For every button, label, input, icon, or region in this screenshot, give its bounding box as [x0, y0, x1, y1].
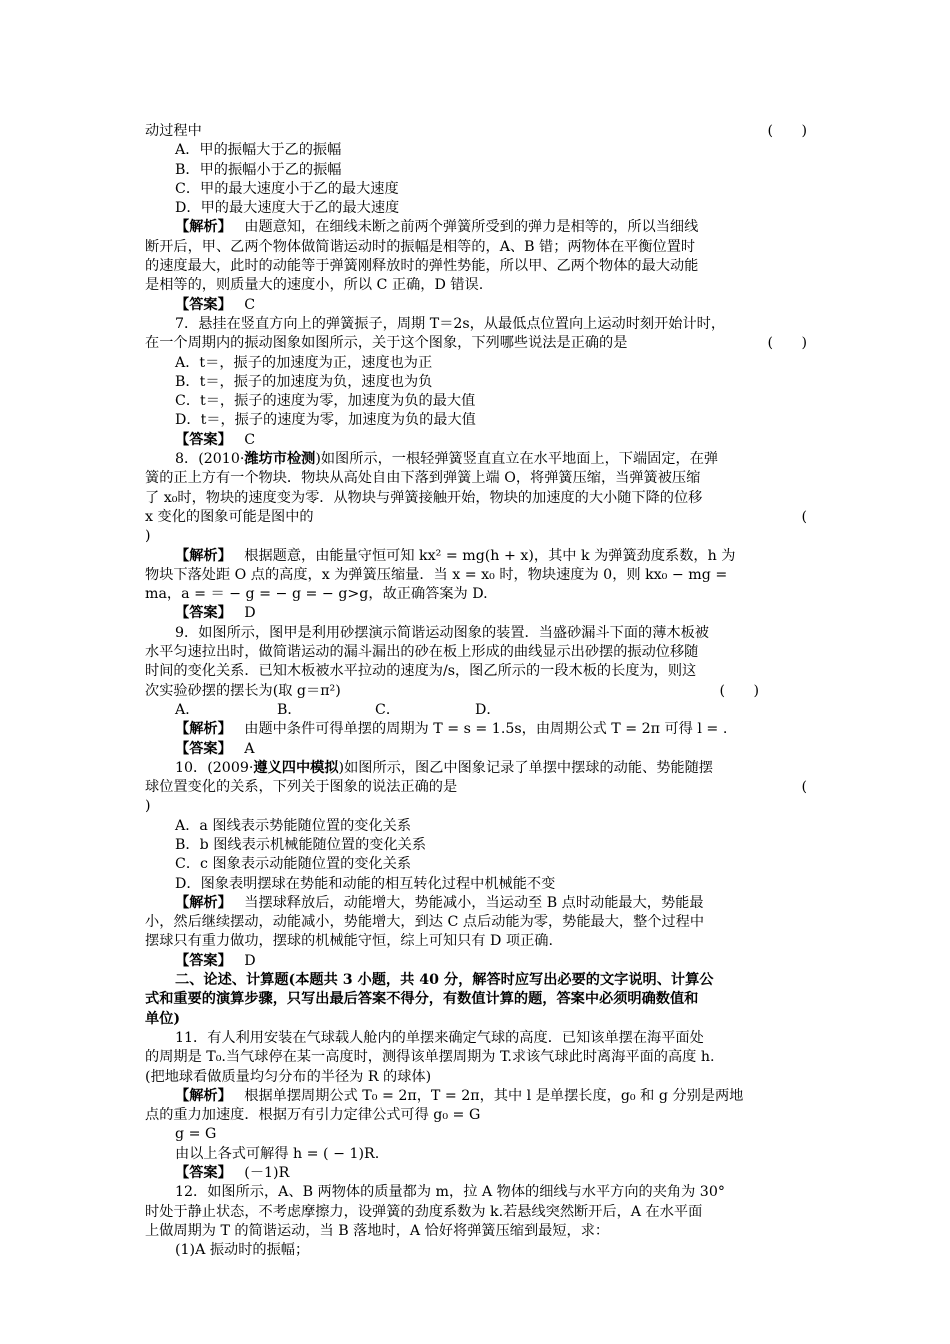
q8-analysis-line [145, 547, 807, 566]
q10-stem-text: )如图所示，图乙中图象记录了单摆中摆球的动能、势能随摆 [338, 759, 713, 776]
q8-analysis-text: 根据题意，由能量守恒可知 kx² = mg(h + x)，其中 k 为弹簧劲度系数，h 为 [244, 547, 736, 564]
q8-number: 8．(2010· [175, 451, 245, 468]
q12-stem-line: 12．如图所示，A、B 两物体的质量都为 m，拉 A 物体的细线与水平方向的夹角为 30° [175, 1184, 725, 1201]
q9-options [145, 701, 807, 720]
q7-stem-line: 7．悬挂在竖直方向上的弹簧振子，周期 T＝2s，从最低点位置向上运动时刻开始计时， [175, 315, 726, 332]
analysis-label: 【解析】 [175, 894, 232, 911]
q6-analysis-text: 由题意知，在细线未断之前两个弹簧所受到的弹力是相等的，所以当细线 [244, 219, 699, 236]
q6-stem-text: 动过程中 [145, 123, 202, 139]
q9-analysis-text: 由题中条件可得单摆的周期为 T = s = 1.5s，由周期公式 T = 2π 可得 l = . [244, 721, 728, 738]
q6-analysis-line: 的速度最大，此时的动能等于弹簧刚释放时的弹性势能，所以甲、乙两个物体的最大动能 [145, 258, 699, 275]
q10-option-c: C．c 图象表示动能随位置的变化关系 [175, 856, 412, 873]
q7-option-c: C．t＝，振子的速度为零，加速度为负的最大值 [175, 393, 476, 410]
q7-answer-bracket: ( ) [767, 335, 807, 352]
q7-option-a: A．t＝，振子的加速度为正，速度也为正 [175, 354, 433, 371]
answer-label: 【答案】 [175, 740, 232, 757]
q6-stem-line [145, 122, 807, 141]
q11-analysis-line: 由以上各式可解得 h = ( − 1)R. [175, 1145, 380, 1162]
answer-label: 【答案】 [175, 431, 232, 448]
q9-stem-line: 水平匀速拉出时，做简谐运动的漏斗漏出的砂在板上形成的曲线显示出砂摆的振动位移随 [145, 644, 699, 661]
q10-option-a: A．a 图线表示势能随位置的变化关系 [175, 817, 412, 834]
q6-option-c: C．甲的最大速度小于乙的最大速度 [175, 180, 399, 197]
q11-analysis-line: 点的重力加速度．根据万有引力定律公式可得 g₀ = G [145, 1107, 481, 1124]
q11-stem-line: 11．有人利用安装在气球载人舱内的单摆来确定气球的高度．已知该单摆在海平面处 [175, 1029, 704, 1046]
q9-option-d: D． [475, 701, 501, 718]
q11-stem-line: (把地球看做质量均匀分布的半径为 R 的球体) [145, 1068, 432, 1085]
answer-label: 【答案】 [175, 605, 232, 622]
q10-analysis-line: 摆球只有重力做功，摆球的机械能守恒，综上可知只有 D 项正确. [145, 933, 553, 950]
q11-analysis-line [145, 1087, 807, 1106]
q6-option-d: D．甲的最大速度大于乙的最大速度 [175, 200, 400, 217]
q9-answer: A [244, 740, 255, 757]
q9-option-b: B． [277, 701, 302, 718]
q6-option-b: B．甲的振幅小于乙的振幅 [175, 161, 342, 178]
q10-number: 10．(2009· [175, 759, 254, 776]
q11-analysis-text: 根据单摆周期公式 T₀ = 2π，T = 2π，其中 l 是单摆长度，g₀ 和 g 分别是两地 [244, 1087, 744, 1104]
q9-answer-bracket: ( ) [719, 682, 759, 699]
q8-stem-line: 了 x₀时，物块的速度变为零．从物块与弹簧接触开始，物块的加速度的大小随下降的位移 [145, 489, 703, 506]
q8-bracket-open: ( [801, 508, 807, 525]
q8-source: 潍坊市检测 [244, 451, 316, 468]
q10-answer: D [244, 952, 256, 969]
q10-stem-text: 球位置变化的关系，下列关于图象的说法正确的是 [145, 779, 458, 796]
q8-stem-line [145, 450, 807, 469]
analysis-label: 【解析】 [175, 1087, 232, 1104]
q9-option-a: A． [175, 701, 200, 718]
q9-stem-line [145, 682, 807, 701]
q8-bracket-close: ) [145, 528, 151, 545]
answer-label: 【答案】 [175, 296, 232, 313]
q6-answer-bracket: ( ) [767, 123, 807, 139]
q11-answer-line [145, 1164, 807, 1183]
q11-analysis-line: g = G [175, 1126, 217, 1143]
q9-analysis-line [145, 720, 807, 739]
q6-answer: C [244, 296, 256, 313]
q7-option-b: B．t＝，振子的加速度为负，速度也为负 [175, 373, 433, 390]
analysis-label: 【解析】 [175, 721, 232, 738]
q9-answer-line [145, 740, 807, 759]
q7-option-d: D．t＝，振子的速度为零，加速度为负的最大值 [175, 412, 476, 429]
q12-stem-line: 上做周期为 T 的简谐运动，当 B 落地时，A 恰好将弹簧压缩到最短，求： [145, 1222, 610, 1239]
q10-stem-line [145, 759, 807, 778]
q6-analysis-line: 断开后，甲、乙两个物体做简谐运动时的振幅是相等的，A、B 错；两物体在平衡位置时 [145, 238, 696, 255]
q7-answer: C [244, 431, 256, 448]
q6-answer-line [145, 296, 807, 315]
q10-analysis-text: 当摆球释放后，动能增大，势能减小，当运动至 B 点时动能最大，势能最 [244, 894, 704, 911]
answer-label: 【答案】 [175, 952, 232, 969]
q6-analysis-line [145, 218, 807, 237]
q8-answer-line [145, 604, 807, 623]
q12-stem-line: 时处于静止状态，不考虑摩擦力，设弹簧的劲度系数为 k.若悬线突然断开后，A 在水平面 [145, 1203, 703, 1220]
section-heading: 二、论述、计算题(本题共 3 小题，共 40 分，解答时应写出必要的文字说明、计算公 [175, 972, 714, 989]
q6-analysis-line: 是相等的，则质量大的速度小，所以 C 正确，D 错误. [145, 277, 484, 294]
q10-answer-line [145, 952, 807, 971]
section-heading: 单位) [145, 1010, 181, 1027]
q8-stem-text: x 变化的图象可能是图中的 [145, 508, 314, 525]
q10-stem-line [145, 778, 807, 797]
q10-option-d: D．图象表明摆球在势能和动能的相互转化过程中机械能不变 [175, 875, 556, 892]
analysis-label: 【解析】 [175, 547, 232, 564]
q6-option-a: A．甲的振幅大于乙的振幅 [175, 142, 342, 159]
q8-analysis-line: ma，a = ＝ − g = − g = − g>g，故正确答案为 D. [145, 586, 488, 603]
q8-stem-line [145, 508, 807, 527]
q7-answer-line [145, 431, 807, 450]
q8-answer: D [244, 605, 256, 622]
q10-option-b: B．b 图线表示机械能随位置的变化关系 [175, 836, 427, 853]
q10-bracket-close: ) [145, 798, 151, 815]
q7-stem-line [145, 334, 807, 353]
q8-stem-line: 簧的正上方有一个物块．物块从高处自由下落到弹簧上端 O，将弹簧压缩，当弹簧被压缩 [145, 470, 701, 487]
answer-label: 【答案】 [175, 1165, 232, 1182]
q9-stem-line: 时间的变化关系．已知木板被水平拉动的速度为/s，图乙所示的一段木板的长度为，则这 [145, 663, 697, 680]
q8-analysis-line: 物块下落处距 O 点的高度，x 为弹簧压缩量．当 x = x₀ 时，物块速度为 0，则 kx₀ − mg = [145, 566, 728, 583]
q10-analysis-line [145, 894, 807, 913]
q9-stem-text: 次实验砂摆的摆长为(取 g＝π²) [145, 682, 341, 699]
q9-option-c: C． [375, 701, 401, 718]
q10-analysis-line: 小，然后继续摆动，动能减小，势能增大，到达 C 点后动能为零，势能最大，整个过程中 [145, 914, 705, 931]
q10-bracket-open: ( [801, 779, 807, 796]
q12-subquestion-1: (1)A 振动时的振幅； [175, 1242, 310, 1259]
document-page [145, 122, 807, 1261]
q9-stem-line: 9．如图所示，图甲是利用砂摆演示简谐运动图象的装置．当盛砂漏斗下面的薄木板被 [175, 624, 709, 641]
q8-stem-text: )如图所示，一根轻弹簧竖直直立在水平地面上，下端固定，在弹 [315, 451, 719, 468]
q11-answer: (－1)R [244, 1165, 290, 1182]
q11-stem-line: 的周期是 T₀.当气球停在某一高度时，测得该单摆周期为 T.求该气球此时离海平面的高度 h. [145, 1049, 715, 1066]
q7-stem-text: 在一个周期内的振动图象如图所示，关于这个图象，下列哪些说法是正确的是 [145, 335, 628, 352]
q10-source: 遵义四中模拟 [253, 759, 339, 776]
section-heading: 式和重要的演算步骤，只写出最后答案不得分，有数值计算的题，答案中必须明确数值和 [145, 991, 699, 1008]
analysis-label: 【解析】 [175, 219, 232, 236]
